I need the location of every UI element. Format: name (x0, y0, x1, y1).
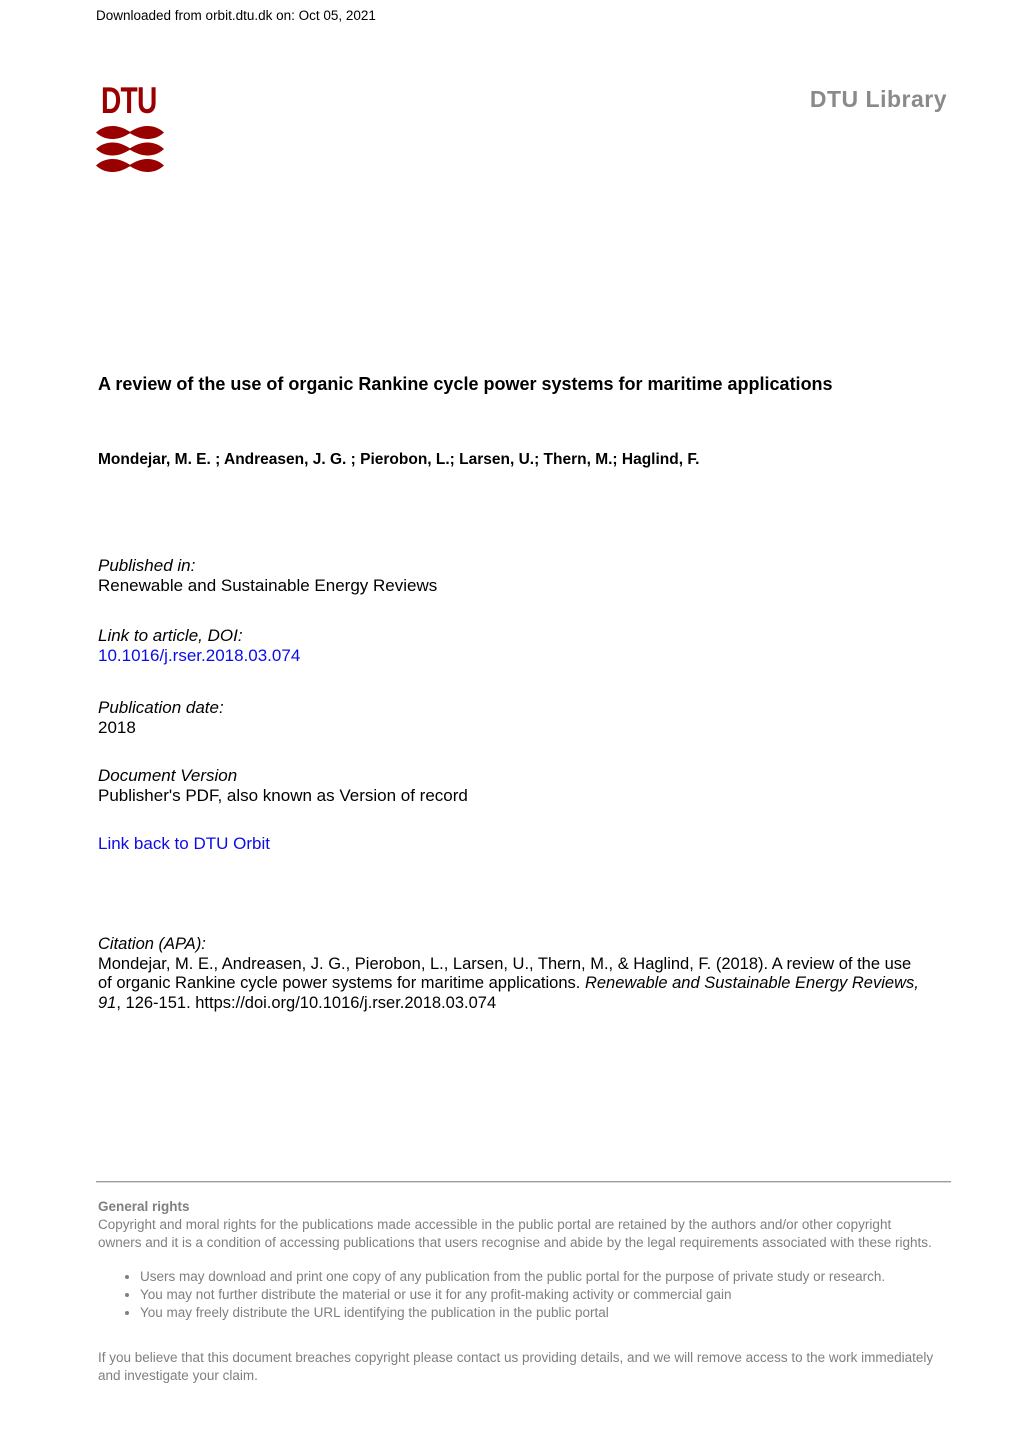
publication-date-label: Publication date: (98, 698, 224, 717)
general-rights-section (98, 1198, 958, 1385)
publication-date-value: 2018 (98, 718, 136, 737)
citation-section (98, 935, 919, 1013)
paper-title: A review of the use of organic Rankine cycle power systems for maritime applications (98, 374, 833, 394)
orbit-back-link[interactable]: Link back to DTU Orbit (98, 834, 270, 853)
copyright-text-line: Copyright and moral rights for the publications made accessible in the public portal are retained by the authors and/or other copyright (98, 1217, 892, 1232)
download-info: Downloaded from orbit.dtu.dk on: Oct 05, 2021 (96, 8, 376, 23)
citation-line-1: Mondejar, M. E., Andreasen, J. G., Pierobon, L., Larsen, U., Thern, M., & Haglind, F. (2018). A review of the use (98, 954, 912, 973)
dtu-logo (96, 82, 176, 172)
published-in-value: Renewable and Sustainable Energy Reviews (98, 576, 438, 595)
rights-bullet-item: • You may not further distribute the material or use it for any profit-making activity or commercial gain (140, 1286, 958, 1304)
rights-bullet-item: • Users may download and print one copy of any publication from the public portal for the purpose of private study or research. (140, 1268, 958, 1286)
published-in-label: Published in: (98, 556, 196, 575)
rights-bullet-list (140, 1268, 958, 1322)
doi-label: Link to article, DOI: (98, 626, 243, 645)
orbit-link-section (98, 834, 270, 854)
copyright-text-line: owners and it is a condition of accessing publications that users recognise and abide by the legal requirements associated with these rights. (98, 1235, 932, 1250)
general-rights-title: General rights (98, 1199, 190, 1214)
doi-section (98, 626, 300, 666)
document-version-value: Publisher's PDF, also known as Version of record (98, 786, 468, 805)
rights-bullet-item: • You may freely distribute the URL identifying the publication in the public portal (140, 1304, 958, 1322)
citation-line-3: 91, 126-151. https://doi.org/10.1016/j.rser.2018.03.074 (98, 993, 497, 1012)
takedown-notice: If you believe that this document breaches copyright please contact us providing details, and we will remove access to the work immediately and investigate your claim. (98, 1350, 934, 1383)
dtu-logo-text: DTU (101, 80, 157, 121)
doi-link[interactable]: 10.1016/j.rser.2018.03.074 (98, 646, 301, 665)
publication-date-section (98, 698, 224, 738)
dtu-library-wordmark: DTU Library (809, 86, 947, 112)
citation-label: Citation (APA): (98, 935, 206, 953)
dtu-waves-icon (96, 126, 164, 172)
citation-line-2: of organic Rankine cycle power systems for maritime applications. Renewable and Sustainable Energy Reviews, (98, 974, 919, 992)
published-in-section (98, 556, 437, 596)
paper-authors: Mondejar, M. E. ; Andreasen, J. G. ; Pierobon, L.; Larsen, U.; Thern, M.; Haglind, F. (98, 451, 700, 468)
footer-divider (96, 1181, 951, 1183)
document-version-section (98, 766, 468, 806)
document-version-label: Document Version (98, 766, 238, 785)
